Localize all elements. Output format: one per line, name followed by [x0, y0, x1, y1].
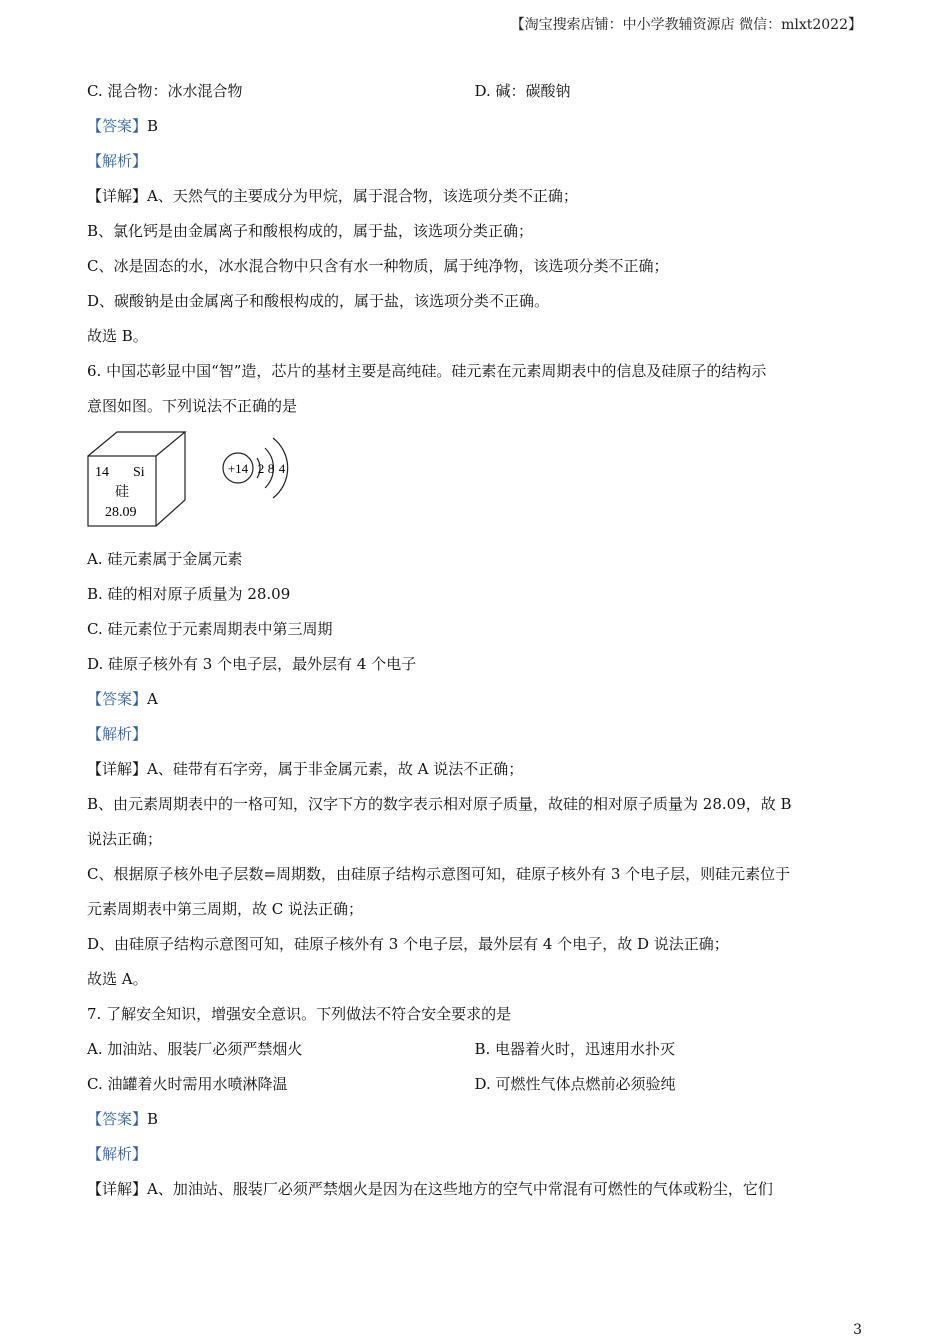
q5-answer	[87, 109, 862, 144]
detail-text: A、硅带有石字旁，属于非金属元素，故 A 说法不正确；	[147, 760, 524, 778]
q7-option-d: D. 可燃性气体点燃前必须验纯	[474, 1075, 676, 1093]
q5-option-c: C. 混合物：冰水混合物	[87, 82, 243, 100]
q7-options-cd	[87, 1067, 862, 1102]
atom-structure-diagram	[219, 430, 299, 510]
detail-text: A、天然气的主要成分为甲烷，属于混合物，该选项分类不正确；	[147, 187, 578, 205]
q7-option-a: A. 加油站、服装厂必须严禁烟火	[87, 1040, 303, 1058]
q6-option-b: B. 硅的相对原子质量为 28.09	[87, 585, 291, 603]
q6-stem-2: 意图如图。下列说法不正确的是	[87, 397, 298, 415]
analysis-tag: 【解析】	[87, 152, 148, 170]
answer-tag: 【答案】	[87, 690, 148, 708]
detail-tag: 【详解】	[87, 1180, 148, 1198]
element-name: 硅	[115, 484, 129, 500]
page-number: 3	[853, 1322, 862, 1338]
answer-tag: 【答案】	[87, 117, 148, 135]
q7-analysis	[87, 1137, 862, 1172]
answer-value: B	[147, 117, 159, 135]
q7-detail-a	[87, 1172, 862, 1207]
detail-text: A、加油站、服装厂必须严禁烟火是因为在这些地方的空气中常混有可燃性的气体或粉尘，它们	[147, 1180, 773, 1198]
analysis-tag: 【解析】	[87, 1145, 148, 1163]
atomic-mass: 28.09	[105, 505, 137, 520]
q5-detail-a	[87, 179, 862, 214]
q6-detail-b-2: 说法正确；	[87, 830, 163, 848]
q7-option-c: C. 油罐着火时需用水喷淋降温	[87, 1075, 288, 1093]
q6-option-d: D. 硅原子核外有 3 个电子层，最外层有 4 个电子	[87, 655, 417, 673]
element-symbol: Si	[133, 465, 145, 480]
atomic-number: 14	[95, 465, 109, 480]
shell-electrons-2: 8	[267, 461, 275, 476]
q7-stem: 7. 了解安全知识，增强安全意识。下列做法不符合安全要求的是	[87, 1005, 512, 1023]
q6-answer	[87, 682, 862, 717]
answer-value: B	[147, 1110, 159, 1128]
q6-stem-1: 6. 中国芯彰显中国“智”造，芯片的基材主要是高纯硅。硅元素在元素周期表中的信息及硅原子的结构示	[87, 362, 767, 380]
q6-analysis	[87, 717, 862, 752]
shell-electrons-3: 4	[278, 461, 286, 476]
q5-analysis	[87, 144, 862, 179]
q7-option-b: B. 电器着火时，迅速用水扑灭	[474, 1040, 676, 1058]
q6-option-c: C. 硅元素位于元素周期表中第三周期	[87, 620, 333, 638]
nucleus-charge: +14	[227, 461, 249, 476]
analysis-tag: 【解析】	[87, 725, 148, 743]
page-header: 【淘宝搜索店铺：中小学教辅资源店 微信：mlxt2022】	[510, 17, 862, 33]
q5-option-d: D. 碱：碳酸钠	[474, 82, 571, 100]
q6-conclusion: 故选 A。	[87, 970, 148, 988]
q6-detail-c-1: C、根据原子核外电子层数=周期数，由硅原子结构示意图可知，硅原子核外有 3 个电子层，则硅元素位于	[87, 865, 791, 883]
detail-tag: 【详解】	[87, 760, 148, 778]
answer-tag: 【答案】	[87, 1110, 148, 1128]
q6-detail-a	[87, 752, 862, 787]
q6-detail-c-2: 元素周期表中第三周期，故 C 说法正确；	[87, 900, 364, 918]
q7-answer	[87, 1102, 862, 1137]
shell-electrons-1: 2	[257, 461, 265, 476]
q5-detail-c: C、冰是固态的水，冰水混合物中只含有水一种物质，属于纯净物，该选项分类不正确；	[87, 257, 669, 275]
q6-detail-b-1: B、由元素周期表中的一格可知，汉字下方的数字表示相对原子质量，故硅的相对原子质量为 28.09，故 B	[87, 795, 792, 813]
q6-option-a: A. 硅元素属于金属元素	[87, 550, 243, 568]
page-content	[87, 74, 862, 1207]
answer-value: A	[147, 690, 158, 708]
q6-detail-d: D、由硅原子结构示意图可知，硅原子核外有 3 个电子层，最外层有 4 个电子，故 D 说法正确；	[87, 935, 729, 953]
q7-options-ab	[87, 1032, 862, 1067]
q6-figure	[87, 430, 862, 540]
periodic-table-cell	[87, 430, 191, 528]
detail-tag: 【详解】	[87, 187, 148, 205]
q5-conclusion: 故选 B。	[87, 327, 148, 345]
q5-options-cd	[87, 74, 862, 109]
q5-detail-b: B、氯化钙是由金属离子和酸根构成的，属于盐，该选项分类正确；	[87, 222, 534, 240]
q5-detail-d: D、碳酸钠是由金属离子和酸根构成的，属于盐，该选项分类不正确。	[87, 292, 550, 310]
